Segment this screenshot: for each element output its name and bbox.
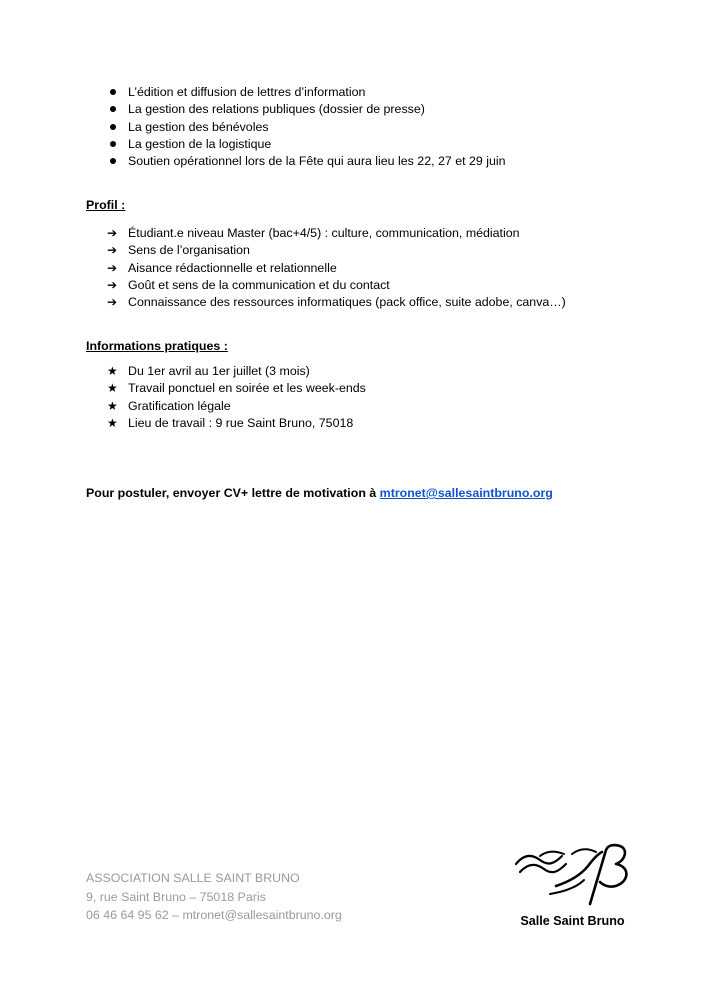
star-icon: ★	[107, 415, 118, 430]
infos-heading: Informations pratiques :	[86, 339, 228, 353]
footer-address	[86, 869, 342, 925]
star-icon: ★	[107, 364, 118, 378]
email-link[interactable]: mtronet@sallesaintbruno.org	[379, 486, 553, 500]
bullet-icon	[107, 153, 121, 170]
mission-text: La gestion de la logistique	[128, 136, 272, 151]
bullet-icon	[107, 84, 121, 101]
info-text: Gratification légale	[128, 398, 231, 413]
profil-heading: Profil :	[86, 198, 126, 212]
profil-text: Connaissance des ressources informatiques (pack office, suite adobe, canva…)	[128, 295, 566, 310]
salle-saint-bruno-logo	[510, 842, 635, 934]
info-text: Travail ponctuel en soirée et les week-ends	[128, 381, 366, 396]
profil-text: Aisance rédactionnelle et relationnelle	[128, 260, 337, 275]
footer-association-name: ASSOCIATION SALLE SAINT BRUNO	[86, 871, 300, 885]
apply-text: Pour postuler, envoyer CV+ lettre de motivation à	[86, 486, 380, 500]
profil-text: Goût et sens de la communication et du contact	[128, 277, 390, 292]
profil-text: Étudiant.e niveau Master (bac+4/5) : culture, communication, médiation	[128, 226, 520, 240]
profil-text: Sens de l’organisation	[128, 243, 250, 258]
arrow-right-icon: ➔	[107, 226, 118, 240]
logo-mark-icon	[510, 842, 635, 914]
arrow-right-icon: ➔	[107, 243, 118, 258]
star-icon: ★	[107, 398, 118, 413]
mission-text: Soutien opérationnel lors de la Fête qui aura lieu les 22, 27 et 29 juin	[128, 154, 506, 169]
info-text: Du 1er avril au 1er juillet (3 mois)	[128, 364, 310, 378]
mission-text: La gestion des bénévoles	[128, 119, 269, 134]
arrow-right-icon: ➔	[107, 277, 118, 292]
footer-contact-line: 06 46 64 95 62 – mtronet@sallesaintbruno.org	[86, 908, 342, 922]
footer-address-line: 9, rue Saint Bruno – 75018 Paris	[86, 889, 266, 904]
logo-text: Salle Saint Bruno	[520, 914, 625, 928]
star-icon: ★	[107, 381, 118, 396]
apply-line	[86, 486, 553, 500]
mission-text: L’édition et diffusion de lettres d’information	[128, 85, 366, 99]
mission-text: La gestion des relations publiques (dossier de presse)	[128, 102, 425, 117]
bullet-icon	[107, 119, 121, 136]
arrow-right-icon: ➔	[107, 260, 118, 275]
bullet-icon	[107, 136, 121, 153]
bullet-icon	[107, 101, 121, 118]
arrow-right-icon: ➔	[107, 295, 118, 310]
info-text: Lieu de travail : 9 rue Saint Bruno, 75018	[128, 415, 354, 430]
